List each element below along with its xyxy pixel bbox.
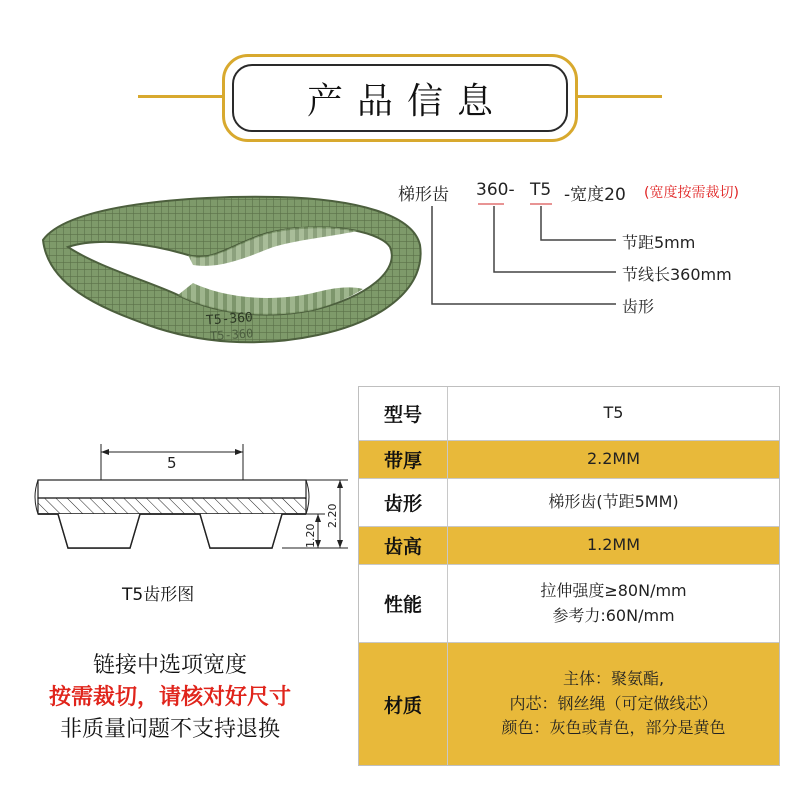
table-row xyxy=(359,479,779,527)
row-value: 梯形齿(节距5MM) xyxy=(548,492,679,512)
row-label: 齿形 xyxy=(359,479,448,526)
spec-length: 360- xyxy=(476,180,515,200)
row-value: 内芯：钢丝绳（可定做线芯） xyxy=(509,693,718,713)
dim-pitch: 5 xyxy=(167,454,177,472)
row-value: 主体：聚氨酯, xyxy=(562,668,665,688)
row-value: 2.2MM xyxy=(586,449,641,469)
notice-line-1: 链接中选项宽度 xyxy=(92,653,247,678)
table-row xyxy=(359,527,779,565)
row-label: 齿高 xyxy=(359,527,448,564)
spec-width: -宽度20 xyxy=(564,185,626,205)
row-value: 拉伸强度≥80N/mm xyxy=(540,580,687,600)
belt-print-2: T5-360 xyxy=(209,326,254,344)
spec-note: (宽度按需裁切) xyxy=(644,185,739,201)
table-row xyxy=(359,387,779,441)
belt-print-1: T5-360 xyxy=(205,310,254,329)
dim-tooth: 1.20 xyxy=(304,523,317,548)
table-row xyxy=(359,565,779,643)
annotation-tooth: 齿形 xyxy=(622,297,655,316)
diagram-caption: T5齿形图 xyxy=(122,585,195,605)
notice-line-3: 非质量问题不支持退换 xyxy=(59,717,280,742)
spec-name: 梯形齿 xyxy=(398,185,449,205)
row-value: T5 xyxy=(603,403,624,423)
row-label: 材质 xyxy=(359,643,448,765)
row-label: 性能 xyxy=(359,565,448,642)
row-value: 1.2MM xyxy=(586,535,641,555)
row-label: 型号 xyxy=(359,387,448,440)
annotation-length: 节线长360mm xyxy=(622,265,732,284)
row-value: 颜色：灰色或青色，部分是黄色 xyxy=(501,718,726,738)
row-label: 带厚 xyxy=(359,441,448,478)
spec-table xyxy=(358,386,780,766)
spec-pitch: T5 xyxy=(530,180,552,200)
page-title: 产品信息 xyxy=(306,80,507,122)
notice-line-2: 按需裁切，请核对好尺寸 xyxy=(48,685,291,710)
table-row xyxy=(359,643,779,765)
table-row xyxy=(359,441,779,479)
annotation-pitch: 节距5mm xyxy=(622,233,696,252)
dim-total: 2.20 xyxy=(326,503,339,528)
row-value: 参考力:60N/mm xyxy=(552,605,675,625)
